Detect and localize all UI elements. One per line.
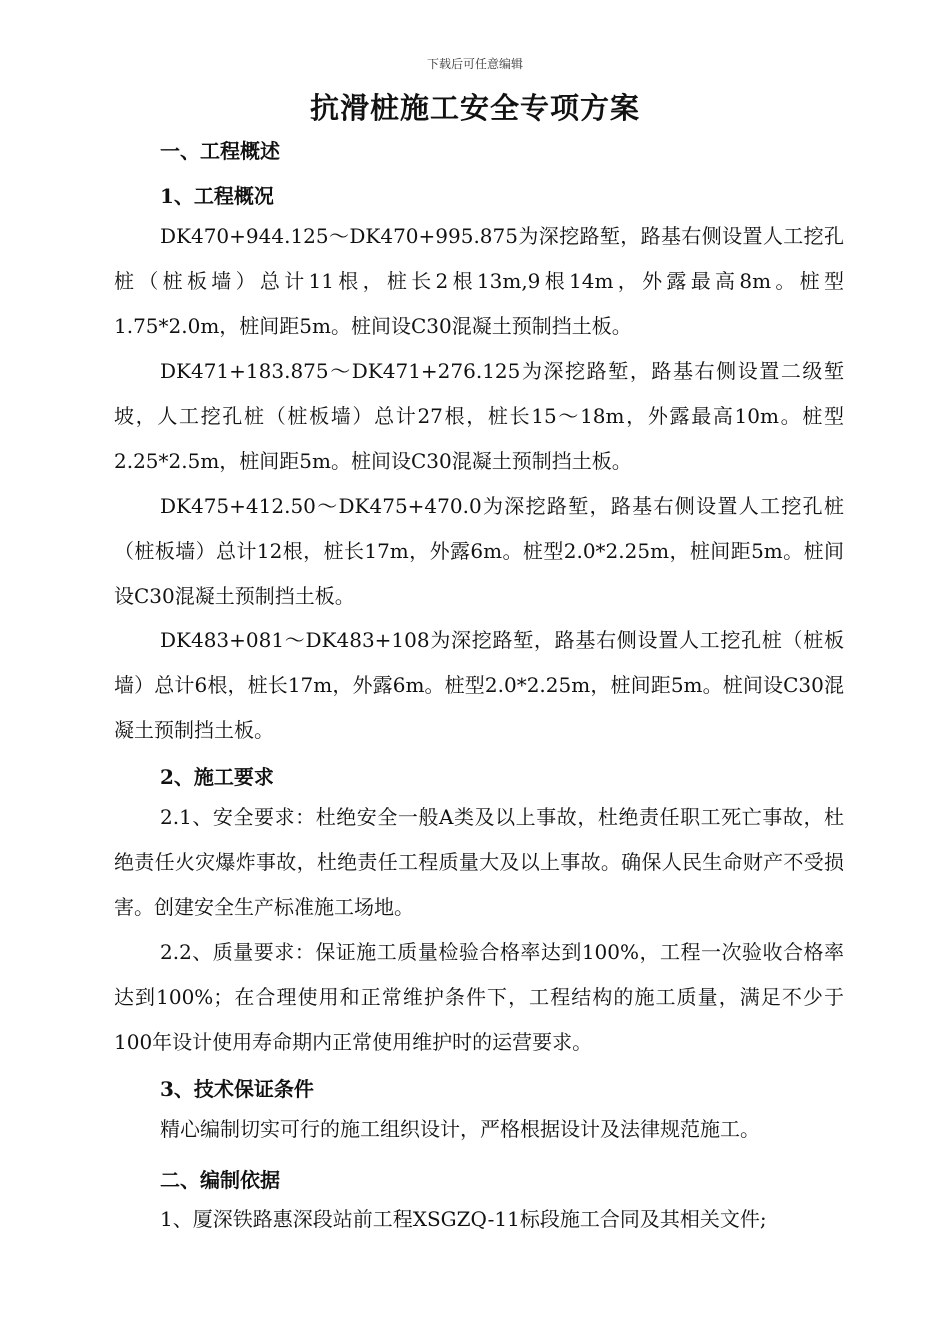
paragraph-dk470: DK470+944.125～DK470+995.875为深挖路堑，路基右侧设置人工挖孔桩（桩板墙）总计11根，桩长2根13m,9根14m，外露最高8m。桩型1.75*2.0m，桩间距5m。桩间设C30混凝土预制挡土板。 (114, 224, 844, 338)
paragraph-quality-requirements: 2.2、质量要求：保证施工质量检验合格率达到100%，工程一次验收合格率达到100%；在合理使用和正常维护条件下，工程结构的施工质量，满足不少于100年设计使用寿命期内正常使用维护时的运营要求。 (114, 940, 844, 1054)
section-heading-overview: 一、工程概述 (160, 139, 280, 163)
subheading-technical-conditions: 3、技术保证条件 (160, 1077, 314, 1101)
subheading-project-overview: 1、工程概况 (160, 184, 274, 208)
paragraph-safety-requirements: 2.1、安全要求：杜绝安全一般A类及以上事故，杜绝责任职工死亡事故，杜绝责任火灾爆炸事故，杜绝责任工程质量大及以上事故。确保人民生命财产不受损害。创建安全生产标准施工场地。 (114, 805, 844, 919)
subheading-construction-requirements: 2、施工要求 (160, 765, 274, 789)
paragraph-dk483: DK483+081～DK483+108为深挖路堑，路基右侧设置人工挖孔桩（桩板墙）总计6根，桩长17m，外露6m。桩型2.0*2.25m，桩间距5m。桩间设C30混凝土预制挡土板。 (114, 628, 844, 742)
paragraph-basis-item-1: 1、厦深铁路惠深段站前工程XSGZQ-11标段施工合同及其相关文件; (160, 1207, 767, 1231)
document-title: 抗滑桩施工安全专项方案 (309, 91, 640, 125)
paragraph-dk475: DK475+412.50～DK475+470.0为深挖路堑，路基右侧设置人工挖孔桩（桩板墙）总计12根，桩长17m，外露6m。桩型2.0*2.25m，桩间距5m。桩间设C30混凝土预制挡土板。 (114, 494, 844, 608)
paragraph-technical-conditions: 精心编制切实可行的施工组织设计，严格根据设计及法律规范施工。 (160, 1117, 760, 1141)
header-note: 下载后可任意编辑 (426, 57, 523, 71)
section-heading-basis: 二、编制依据 (160, 1168, 280, 1192)
paragraph-dk471: DK471+183.875～DK471+276.125为深挖路堑，路基右侧设置二级堑坡，人工挖孔桩（桩板墙）总计27根，桩长15～18m，外露最高10m。桩型2.25*2.5m，桩间距5m。桩间设C30混凝土预制挡土板。 (114, 359, 844, 473)
